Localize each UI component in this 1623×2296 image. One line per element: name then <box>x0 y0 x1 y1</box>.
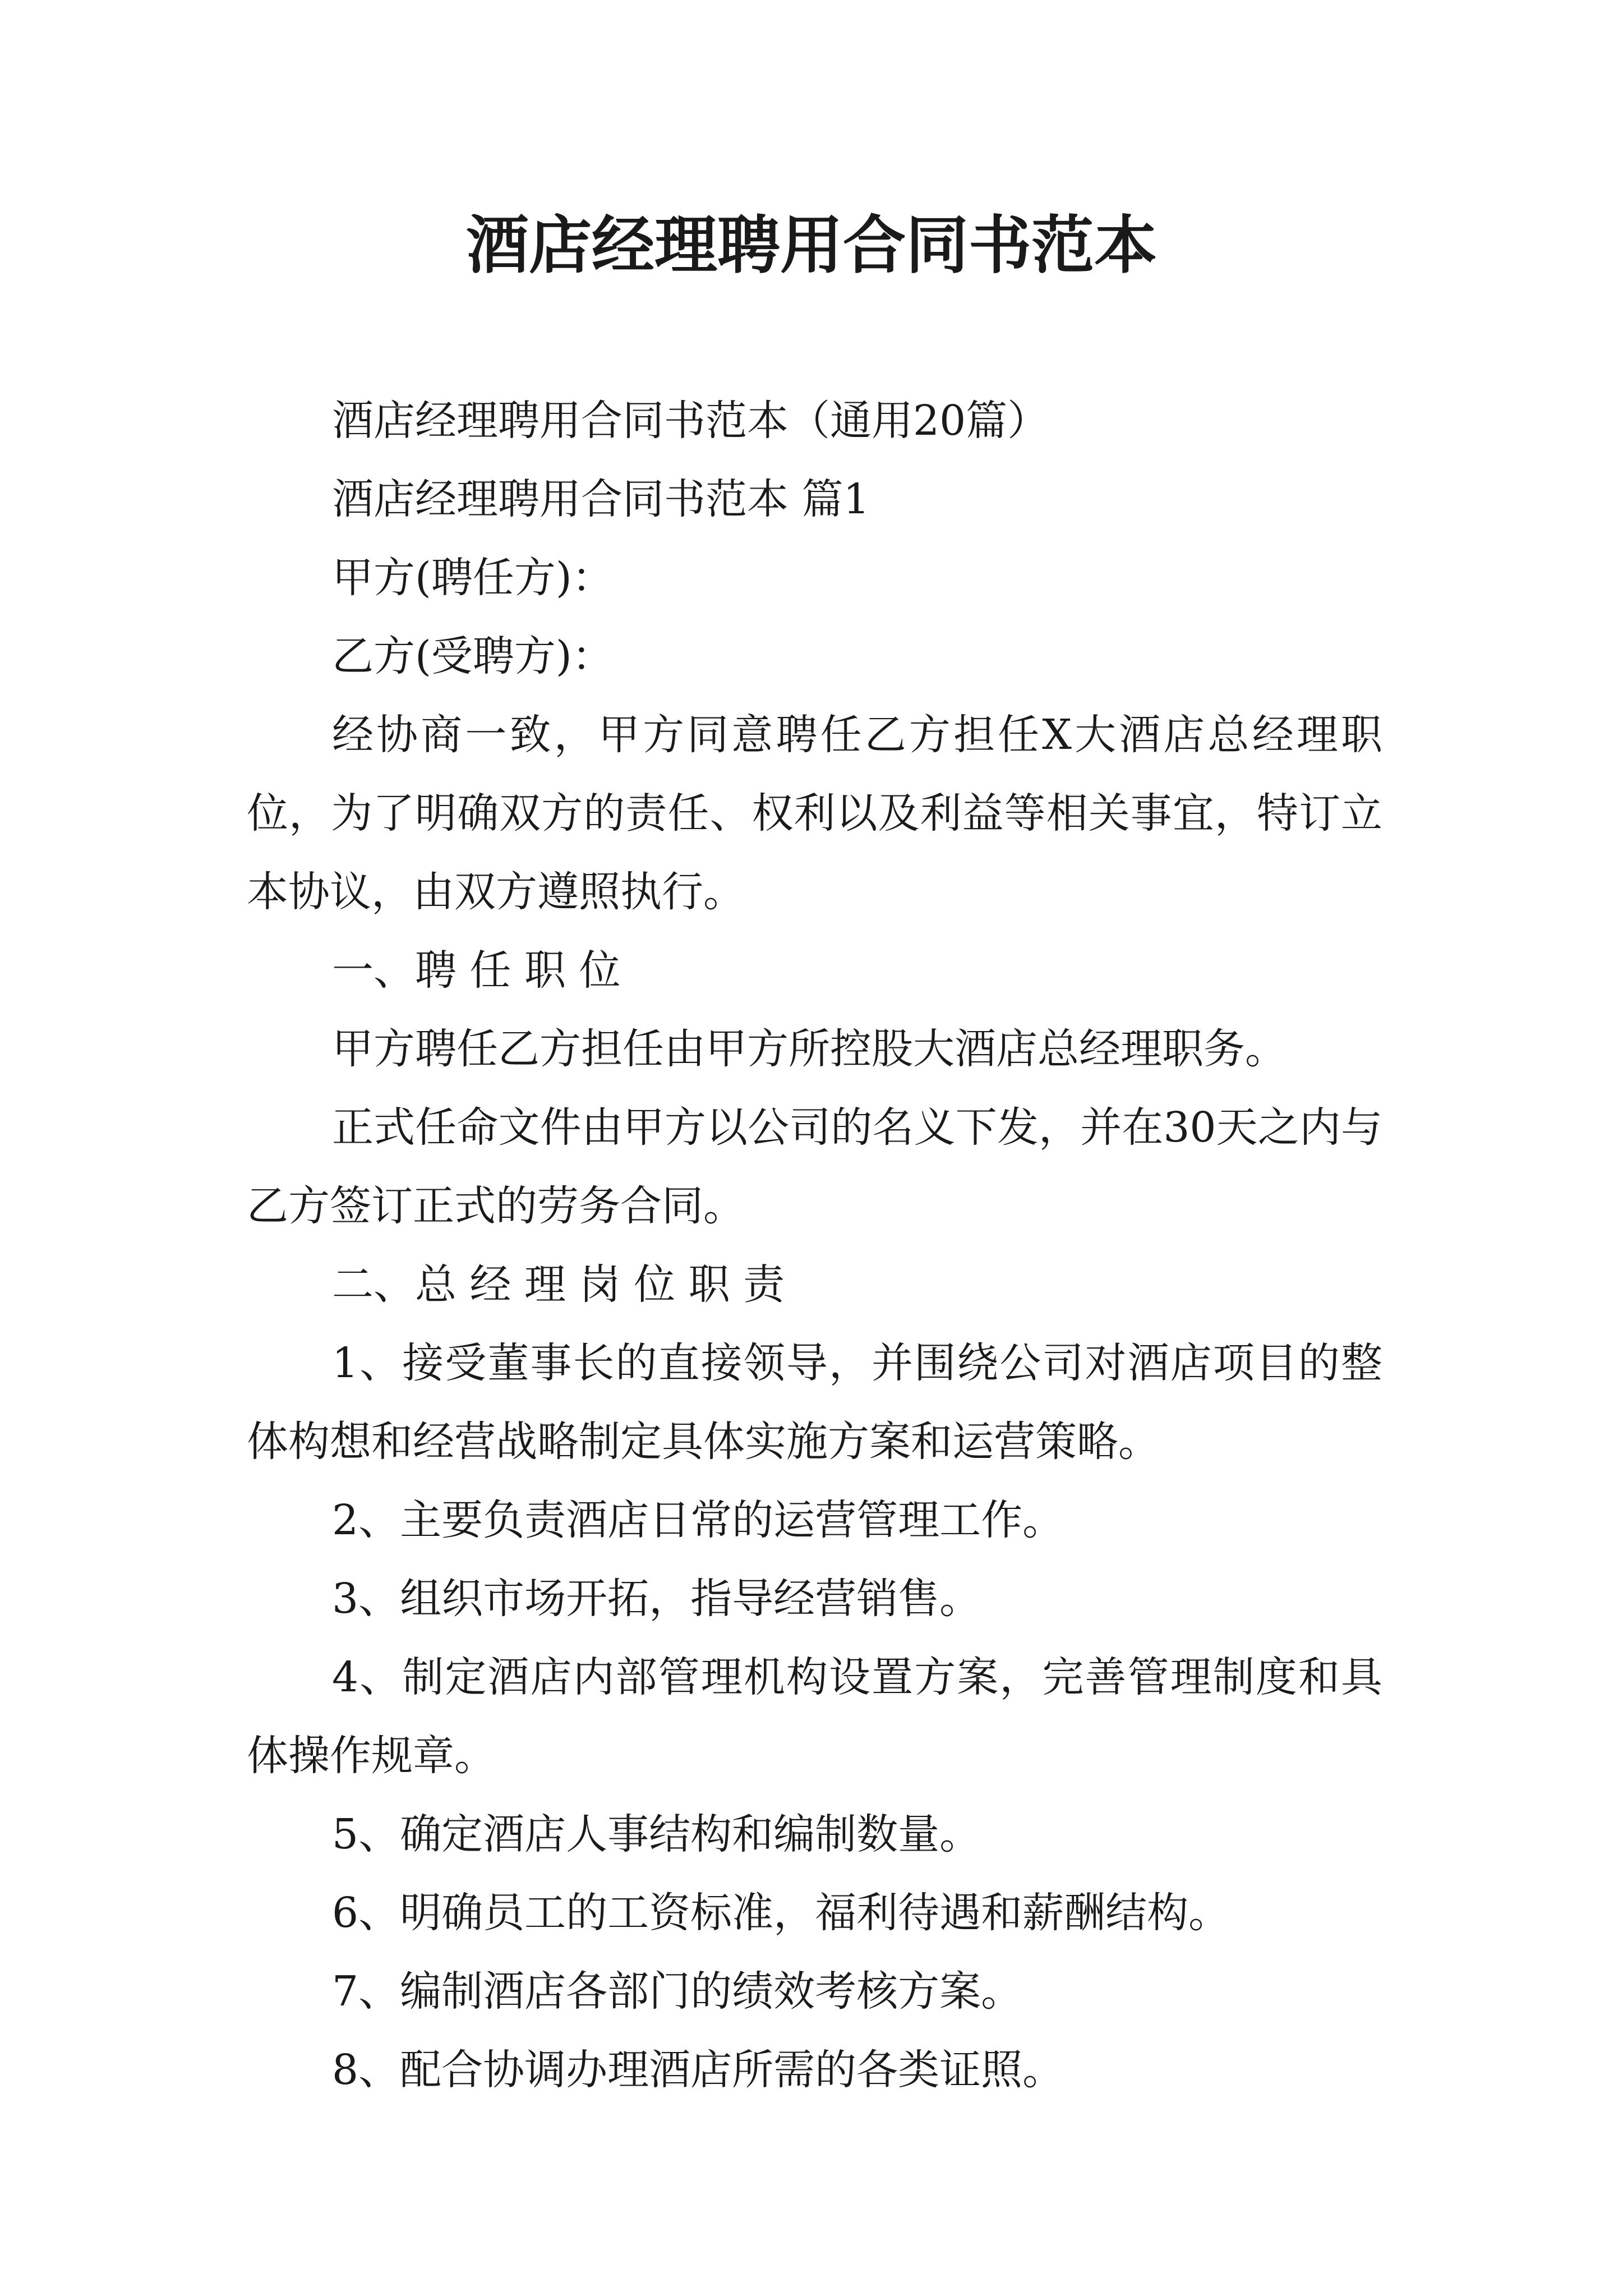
document-title: 酒店经理聘用合同书范本 <box>466 209 1157 282</box>
paragraph-subtitle: 酒店经理聘用合同书范本（通用20篇） <box>332 397 1049 445</box>
paragraph-agreement-intro: 经协商一致，甲方同意聘任乙方担任X大酒店总经理职位，为了明确双方的责任、权利以及利益等相关事宜，特订立本协议，由双方遵照执行。 <box>247 711 1382 916</box>
paragraph-party-b: 乙方(受聘方)： <box>332 632 614 680</box>
duty-item-8: 8、配合协调办理酒店所需的各类证照。 <box>332 2046 1064 2094</box>
paragraph-appointment: 甲方聘任乙方担任由甲方所控股大酒店总经理职务。 <box>332 1025 1287 1073</box>
paragraph-appointment-document: 正式任命文件由甲方以公司的名义下发，并在30天之内与乙方签订正式的劳务合同。 <box>247 1103 1382 1230</box>
duty-item-5: 5、确定酒店人事结构和编制数量。 <box>332 1810 981 1858</box>
duty-item-7: 7、编制酒店各部门的绩效考核方案。 <box>332 1967 1023 2016</box>
duty-item-2: 2、主要负责酒店日常的运营管理工作。 <box>332 1496 1064 1544</box>
duty-item-1: 1、接受董事长的直接领导，并围绕公司对酒店项目的整体构想和经营战略制定具体实施方案和运营策略。 <box>247 1339 1382 1466</box>
heading-position: 一、聘 任 职 位 <box>332 946 621 995</box>
document-body <box>247 381 1382 2109</box>
duty-item-3: 3、组织市场开拓，指导经营销售。 <box>332 1575 981 1623</box>
duty-item-4: 4、制定酒店内部管理机构设置方案，完善管理制度和具体操作规章。 <box>247 1653 1382 1780</box>
paragraph-party-a: 甲方(聘任方)： <box>332 554 614 602</box>
heading-duties: 二、总 经 理 岗 位 职 责 <box>332 1260 785 1309</box>
paragraph-section-heading: 酒店经理聘用合同书范本 篇1 <box>332 475 870 523</box>
duty-item-6: 6、明确员工的工资标准，福利待遇和薪酬结构。 <box>332 1889 1230 1937</box>
